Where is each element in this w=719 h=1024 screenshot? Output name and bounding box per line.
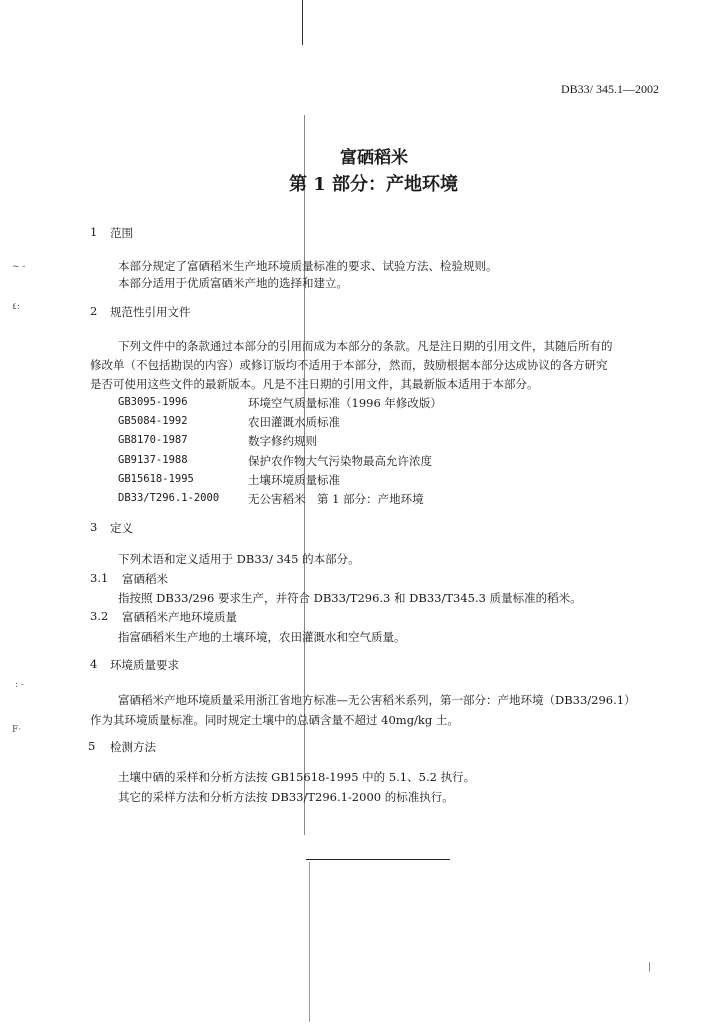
section-1-title: 范围 <box>110 226 133 240</box>
scan-speck: ٤: <box>12 302 20 312</box>
definition-3-2-number: 3.2 <box>90 609 109 623</box>
section-4-paragraph: 作为其环境质量标准。同时规定土壤中的总硒含量不超过 40mg/kg 土。 <box>90 713 459 727</box>
reference-name: 保护农作物大气污染物最高允许浓度 <box>248 454 432 468</box>
scan-speck: | <box>648 962 652 972</box>
reference-name: 环境空气质量标准（1996 年修改版） <box>248 396 442 410</box>
section-3-title: 定义 <box>110 521 133 535</box>
definition-3-2-title: 富硒稻米产地环境质量 <box>122 610 237 624</box>
page-subtitle: 第 1 部分：产地环境 <box>289 174 459 195</box>
scan-fold-line-top <box>302 0 303 45</box>
section-2-paragraph: 是否可使用这些文件的最新版本。凡是不注日期的引用文件，其最新版本适用于本部分。 <box>90 377 539 391</box>
section-2-paragraph: 下列文件中的条款通过本部分的引用而成为本部分的条款。凡是注日期的引用文件，其随后所有的 <box>118 339 613 353</box>
section-5-number: 5 <box>88 739 96 753</box>
section-5-paragraph: 土壤中硒的采样和分析方法按 GB15618-1995 中的 5.1、5.2 执行。 <box>118 770 476 784</box>
definition-3-2-text: 指富硒稻米生产地的土壤环境，农田灌溉水和空气质量。 <box>118 630 406 644</box>
section-4-title: 环境质量要求 <box>110 658 179 672</box>
section-1-paragraph: 本部分适用于优质富硒米产地的选择和建立。 <box>118 276 348 290</box>
reference-code: GB3095-1996 <box>118 396 188 408</box>
reference-code: GB9137-1988 <box>118 454 188 466</box>
section-4-number: 4 <box>90 657 98 671</box>
reference-code: GB8170-1987 <box>118 434 188 446</box>
section-2-title: 规范性引用文件 <box>110 305 191 319</box>
definition-3-1-text: 指按照 DB33/296 要求生产，并符合 DB33/T296.3 和 DB33/T345.3 质量标准的稻米。 <box>118 591 582 605</box>
section-4-paragraph: 富硒稻米产地环境质量采用浙江省地方标准—无公害稻米系列，第一部分：产地环境（DB33/296.1） <box>118 693 636 707</box>
reference-name: 无公害稻米 第 1 部分：产地环境 <box>248 492 424 506</box>
definition-3-1-title: 富硒稻米 <box>122 572 168 586</box>
end-of-document-rule <box>306 859 450 860</box>
scan-speck: F· <box>12 725 22 735</box>
scan-speck: ~ - <box>12 262 26 272</box>
section-5-paragraph: 其它的采样方法和分析方法按 DB33/T296.1-2000 的标准执行。 <box>118 790 454 804</box>
reference-name: 农田灌溉水质标准 <box>248 415 340 429</box>
document-code: DB33/ 345.1—2002 <box>561 82 660 96</box>
section-3-number: 3 <box>90 520 98 534</box>
scan-speck: : - <box>15 680 24 690</box>
section-2-paragraph: 修改单（不包括勘误的内容）或修订版均不适用于本部分，然而，鼓励根据本部分达成协议的各方研究 <box>90 358 608 372</box>
definition-3-1-number: 3.1 <box>90 571 109 585</box>
reference-name: 数字修约规则 <box>248 434 317 448</box>
section-5-title: 检测方法 <box>110 740 156 754</box>
reference-code: DB33/T296.1-2000 <box>118 492 220 504</box>
page-title: 富硒稻米 <box>340 148 408 168</box>
reference-code: GB5084-1992 <box>118 415 188 427</box>
section-3-paragraph: 下列术语和定义适用于 DB33/ 345 的本部分。 <box>118 552 360 566</box>
section-1-number: 1 <box>90 225 98 239</box>
section-2-number: 2 <box>90 304 98 318</box>
reference-name: 土壤环境质量标准 <box>248 473 340 487</box>
scan-fold-line-bottom <box>309 862 310 1022</box>
reference-code: GB15618-1995 <box>118 473 194 485</box>
section-1-paragraph: 本部分规定了富硒稻米生产地环境质量标准的要求、试验方法、检验规则。 <box>118 259 498 273</box>
